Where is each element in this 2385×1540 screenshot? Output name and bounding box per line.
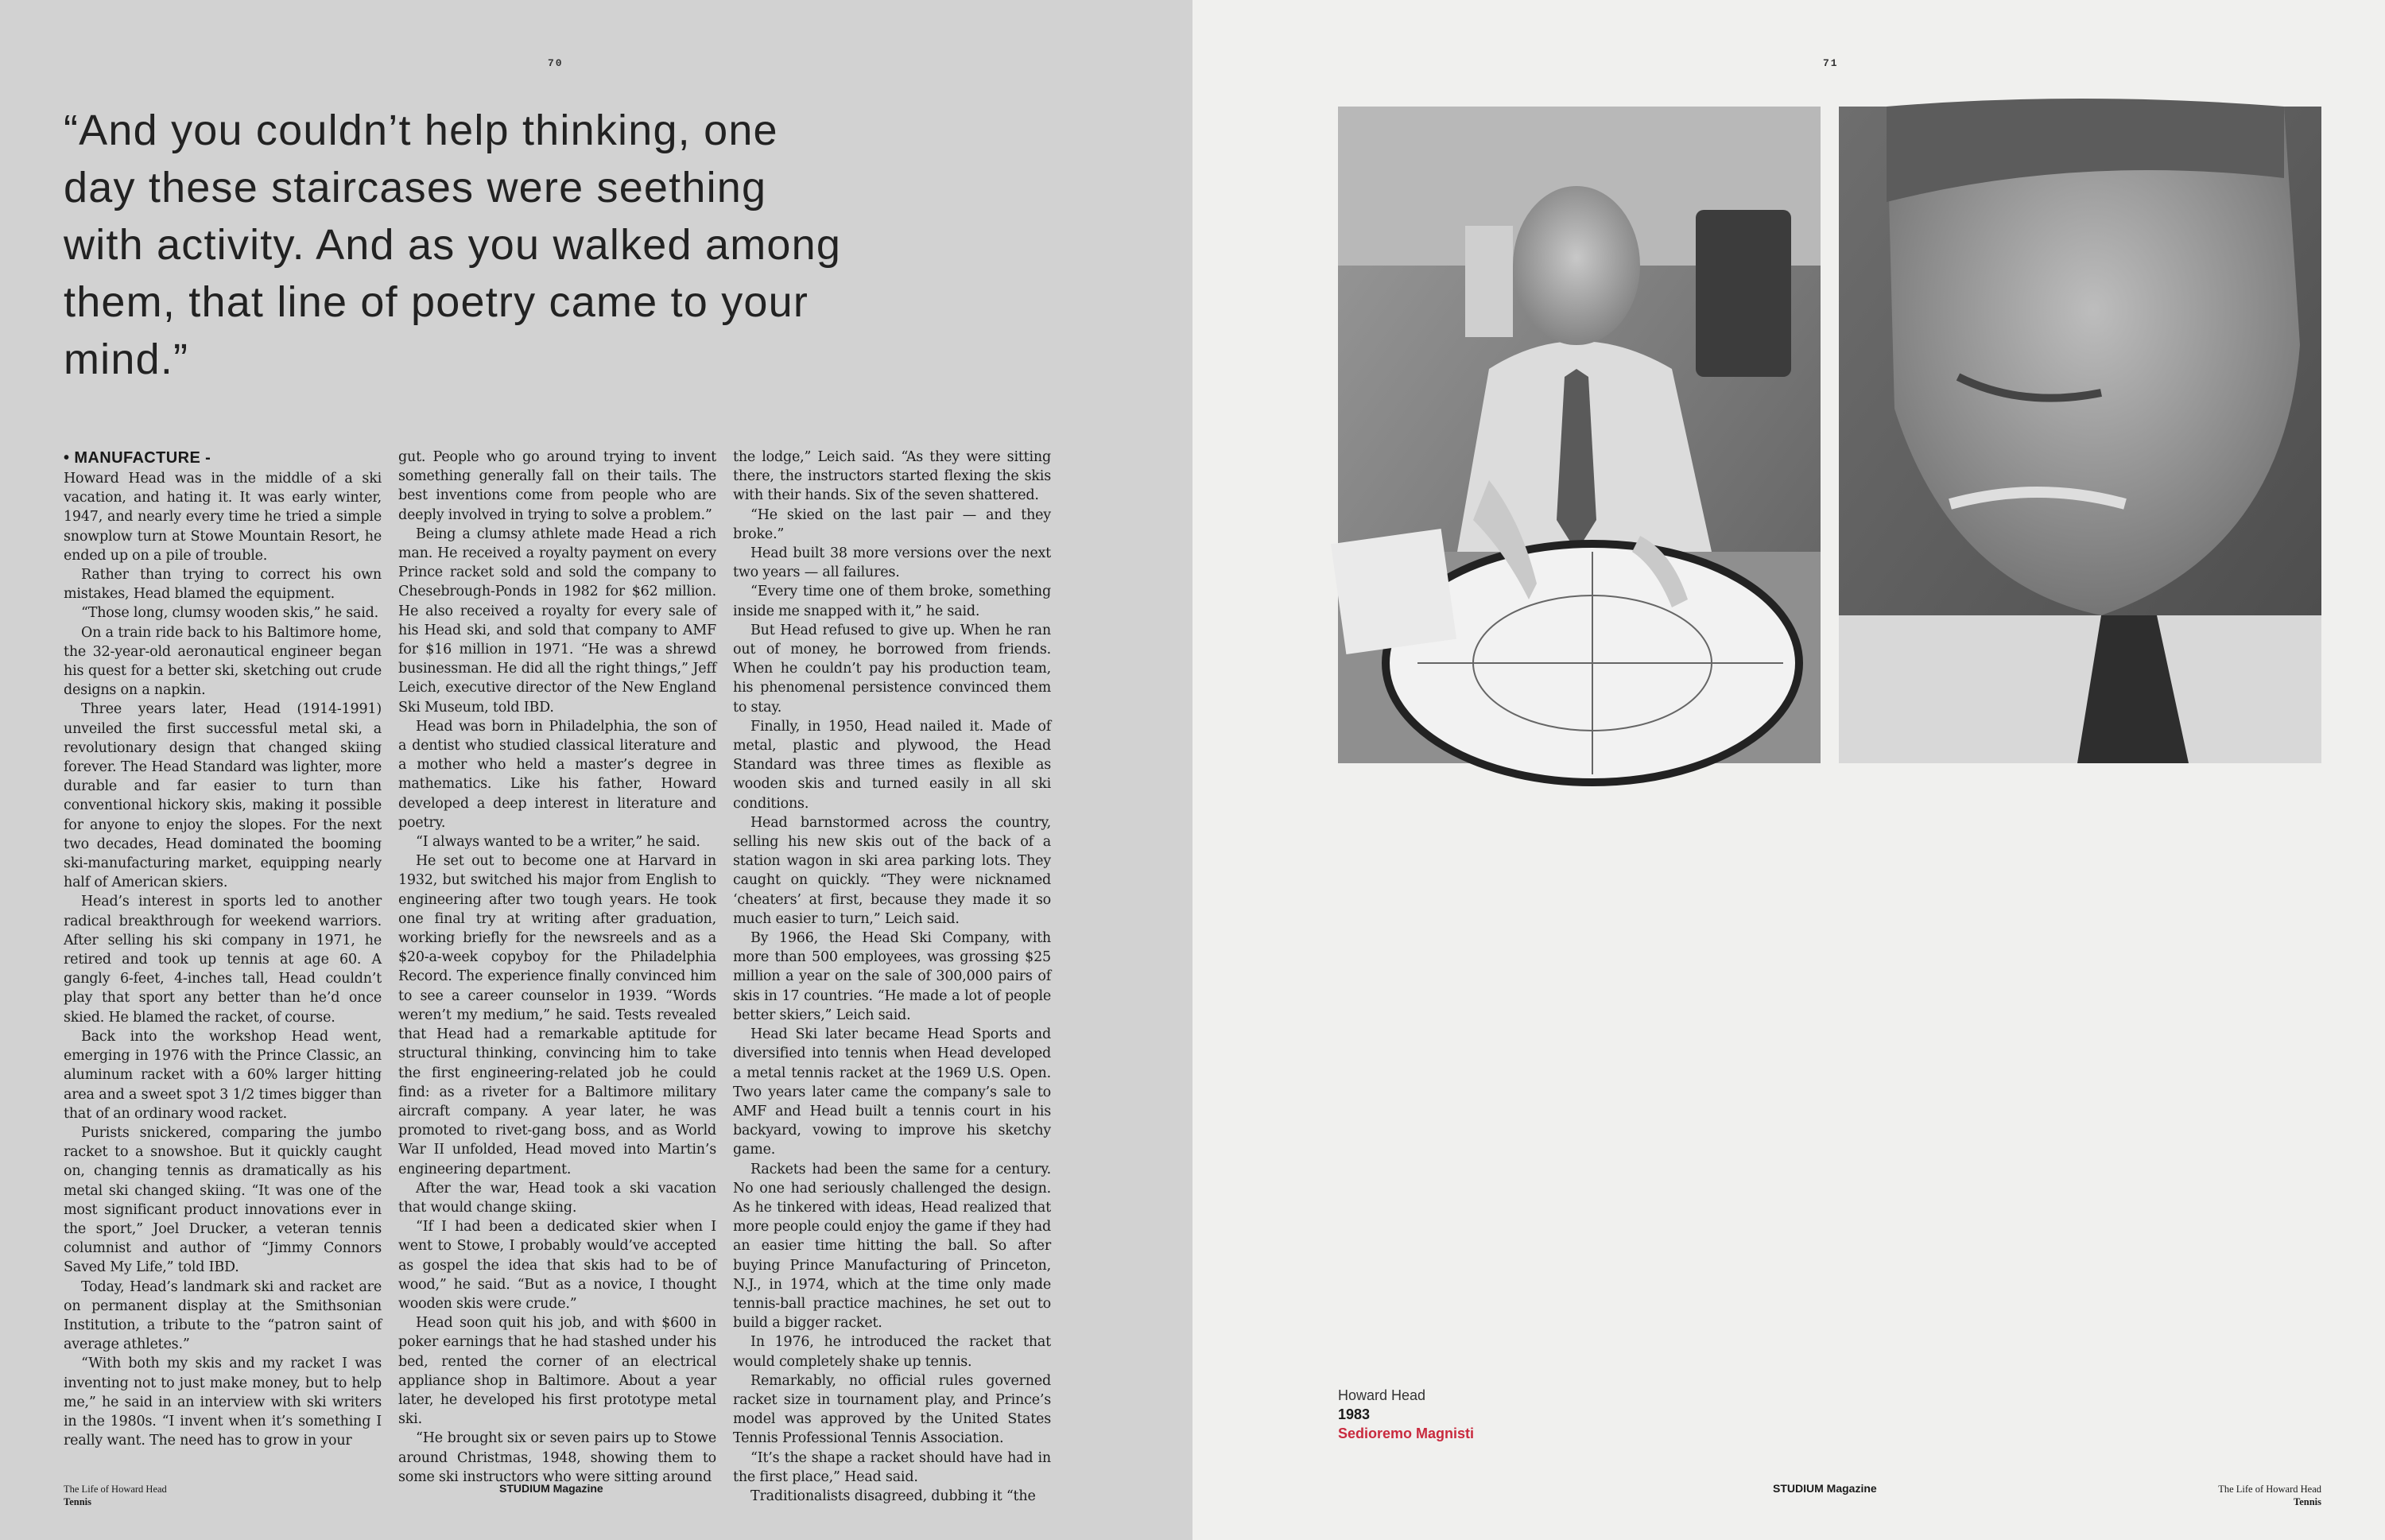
footer-left-magazine: STUDIUM Magazine xyxy=(499,1482,603,1495)
portrait-photo-closeup-icon xyxy=(1839,107,2321,763)
photo-caption xyxy=(1338,1386,1474,1443)
caption-name: Howard Head xyxy=(1338,1387,1426,1403)
footer-right-title: The Life of Howard Head xyxy=(2218,1484,2321,1495)
article-paragraph: Howard Head was in the middle of a ski vacation, and hating it. It was early winter, 1947, and nearly every time he tried a simple snowplow turn at Stowe Mountain Resort, he ended up on a pile of trouble. xyxy=(64,471,382,564)
article-paragraph: “I always wanted to be a writer,” he said. xyxy=(416,834,700,851)
page-number-right: 71 xyxy=(1823,57,1839,69)
article-paragraph: Today, Head’s landmark ski and racket are on permanent display at the Smithsonian Institution, a tribute to the “patron saint of average athletes.” xyxy=(64,1278,382,1353)
article-paragraph: “He skied on the last pair — and they broke.” xyxy=(733,506,1051,542)
article-paragraph: “If I had been a dedicated skier when I went to Stowe, I probably would’ve accepted as gospel the idea that skis had to be of wood,” he said. “But as a novice, I thought wooden skis were crude.” xyxy=(398,1219,716,1312)
footer-right-series xyxy=(2083,1483,2321,1508)
article-paragraph: the lodge,” Leich said. “As they were sitting there, the instructors started flexing the skis with their hands. Six of the seven shattered. xyxy=(733,449,1051,504)
pull-quote: “And you couldn’t help thinking, one day these staircases were seething with activity. And as you walked among them, that line of poetry came to your mind.” xyxy=(64,107,842,383)
footer-left-series xyxy=(64,1483,167,1508)
article-paragraph: “He brought six or seven pairs up to Stowe around Christmas, 1948, showing them to some ski instructors who were sitting around xyxy=(398,1430,716,1485)
footer-left-title: The Life of Howard Head xyxy=(64,1484,167,1495)
footer-left-sub: Tennis xyxy=(64,1496,91,1507)
article-paragraph: By 1966, the Head Ski Company, with more than 500 employees, was grossing $25 million a year on the sale of 300,000 pairs of skis in 17 countries. “He made a lot of people better skiers,” Leich said. xyxy=(733,930,1051,1023)
article-paragraph: gut. People who go around trying to invent something generally fall on their tails. The best inventions come from people who are deeply involved in trying to solve a problem.” xyxy=(398,449,716,523)
article-paragraph: Back into the workshop Head went, emerging in 1976 with the Prince Classic, an aluminum racket with a 60% larger hitting area and a sweet spot 3 1/2 times bigger than that of an ordinary wood racket. xyxy=(64,1028,382,1122)
article-paragraph: Three years later, Head (1914-1991) unveiled the first successful metal ski, a revolutionary design that changed skiing forever. The Head Standard was lighter, more durable and far easier to turn than conventional hickory skis, making it possible for anyone to enjoy the slopes. For the next two decades, Head dominated the booming ski-manufacturing market, equipping nearly half of American skiers. xyxy=(64,701,382,891)
caption-year: 1983 xyxy=(1338,1406,1371,1422)
article-paragraph: Head was born in Philadelphia, the son of a dentist who studied classical literature and a mother who held a master’s degree in mathematics. Like his father, Howard developed a deep interest in literature and poetry. xyxy=(398,718,716,831)
article-paragraph: He set out to become one at Harvard in 1932, but switched his major from English to engineering after two tough years. He took one final try at writing after graduation, working briefly for the newsreels and as a $20-a-week copyboy for the Philadelphia Record. The experience finally convinced him to see a career counselor in 1939. “Words weren’t my medium,” he said. Tests revealed that Head had a remarkable aptitude for structural thinking, convincing him to take the first engineering-related job he could find: as a riveter for a Baltimore military aircraft company. A year later, he was promoted to rivet-gang boss, and as World War II unfolded, Head moved into Martin’s engineering department. xyxy=(398,853,716,1177)
article-column-3 xyxy=(733,448,1051,1504)
article-paragraph: Head soon quit his job, and with $600 in poker earnings that he had stashed under his bed, rented the corner of an electrical appliance shop in Baltimore. About a year later, he developed his first prototype metal ski. xyxy=(398,1315,716,1428)
article-paragraph: Rather than trying to correct his own mistakes, Head blamed the equipment. xyxy=(64,567,382,603)
article-paragraph: Remarkably, no official rules governed racket size in tournament play, and Prince’s model was approved by the United States Tennis Professional Tennis Association. xyxy=(733,1372,1051,1447)
article-paragraph: After the war, Head took a ski vacation that would change skiing. xyxy=(398,1180,716,1216)
article-paragraph: Head built 38 more versions over the next two years — all failures. xyxy=(733,545,1051,581)
article-paragraph: “Every time one of them broke, something inside me snapped with it,” he said. xyxy=(733,584,1051,619)
photo-howard-head-at-desk xyxy=(1338,107,1821,763)
article-paragraph: Head barnstormed across the country, selling his new skis out of the back of a station wagon in ski area parking lots. They caught on quickly. “They were nicknamed ‘cheaters’ at first, because they made it so much easier to turn,” Leich said. xyxy=(733,814,1051,927)
article-paragraph: “Those long, clumsy wooden skis,” he said. xyxy=(81,605,378,622)
article-paragraph: Rackets had been the same for a century. No one had seriously challenged the design. As he tinkered with ideas, Head realized that more people could enjoy the game if they had an easier time hitting the ball. So after buying Prince Manufacturing of Princeton, N.J., in 1974, which at the time only made tennis-ball practice machines, he set out to build a bigger racket. xyxy=(733,1161,1051,1332)
photo-howard-head-closeup xyxy=(1839,107,2321,763)
article-paragraph: But Head refused to give up. When he ran out of money, he borrowed from friends. When he couldn’t pay his production team, his phenomenal persistence convinced them to stay. xyxy=(733,622,1051,716)
page-number-left: 70 xyxy=(548,57,564,69)
article-paragraph: In 1976, he introduced the racket that would completely shake up tennis. xyxy=(733,1334,1051,1370)
article-column-2 xyxy=(398,448,716,1485)
caption-credit: Sedioremo Magnisti xyxy=(1338,1426,1475,1441)
article-paragraph: Traditionalists disagreed, dubbing it “the xyxy=(750,1488,1036,1504)
section-heading: • MANUFACTURE - xyxy=(64,449,211,467)
article-paragraph: “It’s the shape a racket should have had in the first place,” Head said. xyxy=(733,1449,1051,1485)
article-paragraph: On a train ride back to his Baltimore home, the 32-year-old aeronautical engineer began his quest for a better ski, sketching out crude designs on a napkin. xyxy=(64,624,382,699)
article-paragraph: “With both my skis and my racket I was inventing not to just make money, but to help me,” he said in an interview with ski writers in the 1980s. “I invent when it’s something I really want. The need has to grow in your xyxy=(64,1356,382,1449)
article-paragraph: Finally, in 1950, Head nailed it. Made of metal, plastic and plywood, the Head Standard was three times as flexible as wooden skis and turned easily in all ski conditions. xyxy=(733,718,1051,812)
portrait-photo-at-desk-icon xyxy=(1338,107,1821,763)
footer-right-sub: Tennis xyxy=(2294,1496,2321,1507)
article-column-1 xyxy=(64,448,382,1449)
article-paragraph: Head Ski later became Head Sports and diversified into tennis when Head developed a metal tennis racket at the 1969 U.S. Open. Two years later came the company’s sale to AMF and Head built a tennis court in his backyard, vowing to improve his sketchy game. xyxy=(733,1026,1051,1158)
article-paragraph: Being a clumsy athlete made Head a rich man. He received a royalty payment on every Prince racket sold and sold the company to Chesebrough-Ponds in 1982 for $62 million. He also received a royalty for every sale of his Head ski, and sold that company to AMF for $16 million in 1971. “He was a shrewd businessman. He did all the right things,” Jeff Leich, executive director of the New England Ski Museum, told IBD. xyxy=(398,526,716,716)
article-paragraph: Purists snickered, comparing the jumbo racket to a snowshoe. But it quickly caught on, changing tennis as dramatically as his metal ski changed skiing. “It was one of the most significant product innovations ever in the sport,” Joel Drucker, a veteran tennis columnist and author of “Jimmy Connors Saved My Life,” told IBD. xyxy=(64,1124,382,1276)
footer-right-magazine: STUDIUM Magazine xyxy=(1773,1482,1877,1495)
article-paragraph: Head’s interest in sports led to another radical breakthrough for weekend warriors. After selling his ski company in 1971, he retired and took up tennis at age 60. A gangly 6-feet, 4-inches tall, Head couldn’t play that sport any better than he’d once skied. He blamed the racket, of course. xyxy=(64,894,382,1026)
